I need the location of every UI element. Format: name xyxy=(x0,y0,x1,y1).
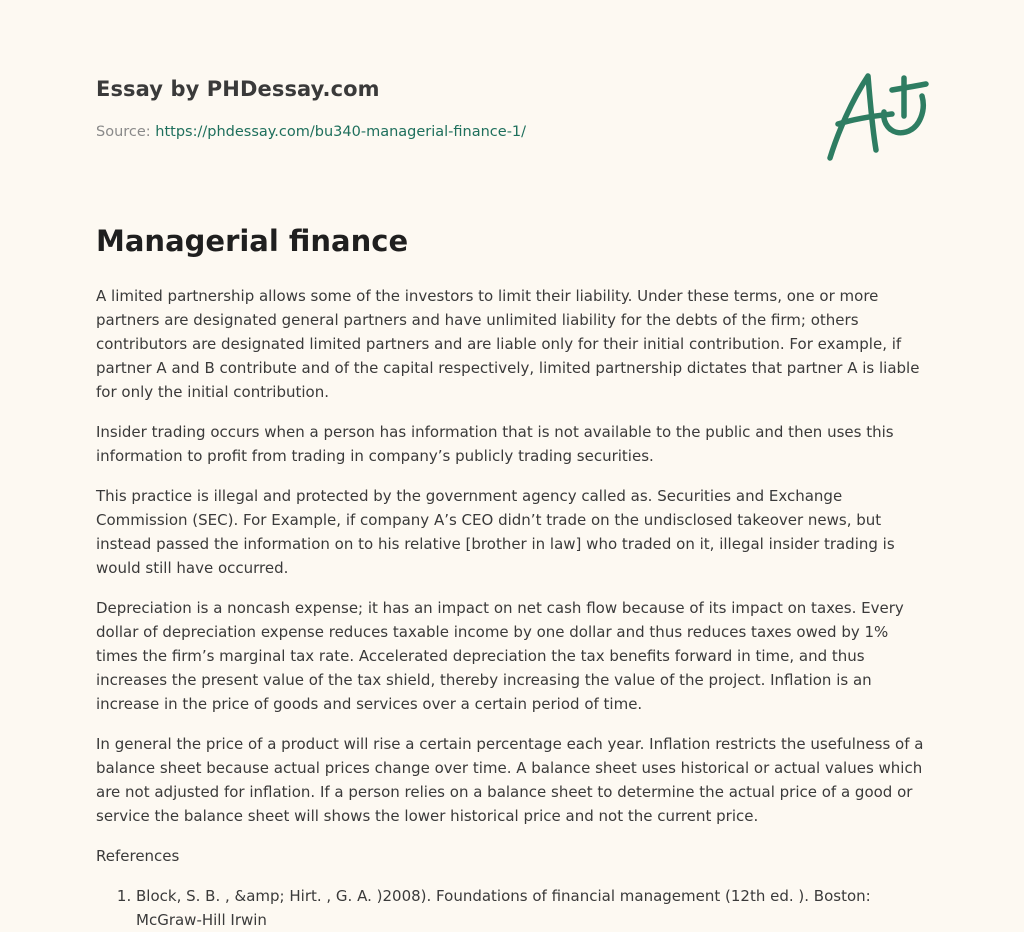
paragraph: A limited partnership allows some of the investors to limit their liability. Under these terms, one or more partners are designated general partners and have unlimited liability for the debts of the firm; others contributors are designated limited partners and are liable only for their initial contribution. For example, if partner A and B contribute and of the capital respectively, limited partnership dictates that partner A is liable for only the initial contribution. xyxy=(96,287,920,401)
a-plus-grade-icon xyxy=(822,66,930,166)
references-list xyxy=(96,884,934,932)
source-line xyxy=(96,124,526,140)
paragraph: Insider trading occurs when a person has information that is not available to the public and then uses this information to profit from trading in company’s publicly trading securities. xyxy=(96,423,894,465)
source-label: Source: xyxy=(96,124,151,140)
source-link[interactable]: https://phdessay.com/bu340-managerial-finance-1/ xyxy=(155,124,527,140)
paragraph: In general the price of a product will rise a certain percentage each year. Inflation restricts the usefulness of a balance sheet because actual prices change over time. A balance sheet uses historical or actual values which are not adjusted for inflation. If a person relies on a balance sheet to determine the actual price of a good or service the balance sheet will shows the lower historical price and not the current price. xyxy=(96,735,924,825)
reference-item: 1. Block, S. B. , &amp; Hirt. , G. A. )2008). Foundations of financial management (12th ed. ). Boston: McGraw-Hill Irwin xyxy=(136,884,934,932)
paragraph: Depreciation is a noncash expense; it has an impact on net cash flow because of its impact on taxes. Every dollar of depreciation expense reduces taxable income by one dollar and thus reduces taxes owed by 1% times the firm’s marginal tax rate. Accelerated depreciation the tax benefits forward in time, and thus increases the present value of the tax shield, thereby increasing the value of the project. Inflation is an increase in the price of goods and services over a certain period of time. xyxy=(96,599,904,713)
essay-body xyxy=(96,284,934,932)
site-title: Essay by PHDessay.com xyxy=(96,77,380,101)
references-heading: References xyxy=(96,847,180,865)
paragraph: This practice is illegal and protected by the government agency called as. Securities and Exchange Commission (SEC). For Example, if company A’s CEO didn’t trade on the undisclosed takeover news, but instead passed the information on to his relative [brother in law] who traded on it, illegal insider trading is would still have occurred. xyxy=(96,487,895,577)
essay-title: Managerial finance xyxy=(96,224,409,258)
